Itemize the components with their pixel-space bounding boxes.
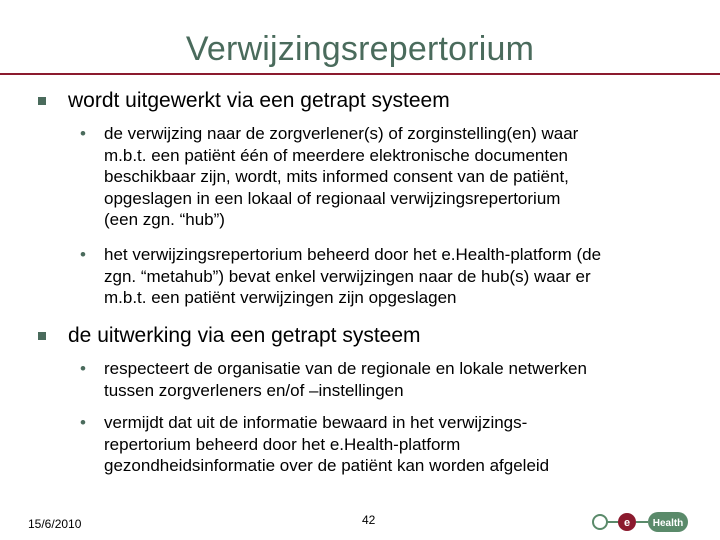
sub-bullet-item: [80, 412, 680, 477]
page-number: 42: [362, 513, 376, 527]
dot-bullet-icon: •: [80, 413, 86, 432]
sub-bullet-line: het verwijzingsrepertorium beheerd door het e.Health-platform (de: [104, 245, 602, 264]
sub-bullet-line: repertorium beheerd door het e.Health-platform: [104, 434, 461, 454]
slide-title: Verwijzingsrepertorium: [185, 30, 535, 68]
dot-bullet-icon: •: [80, 124, 86, 143]
sub-bullet-line: tussen zorgverleners en/of –instellingen: [104, 380, 404, 400]
sub-bullet-line: respecteert de organisatie van de regionale en lokale netwerken: [104, 359, 587, 378]
bullet-text: de uitwerking via een getrapt systeem: [68, 324, 421, 347]
square-bullet-icon: [38, 97, 46, 105]
sub-bullet-item: [80, 358, 680, 401]
sub-bullet-line: vermijdt dat uit de informatie bewaard in het verwijzings-: [104, 413, 528, 432]
dot-bullet-icon: •: [80, 359, 86, 378]
title-divider: [0, 73, 720, 75]
logo-letter: e: [623, 517, 631, 529]
sub-bullet-item: [80, 123, 680, 231]
sub-bullet-line: de verwijzing naar de zorgverlener(s) of zorginstelling(en) waar: [104, 124, 579, 143]
sub-bullet-line: beschikbaar zijn, wordt, mits informed consent van de patiënt,: [104, 167, 569, 186]
sub-bullet-line: opgeslagen in een lokaal of regionaal verwijzingsrepertorium: [104, 188, 561, 208]
square-bullet-icon: [38, 332, 46, 340]
sub-bullet-line: m.b.t. een patiënt verwijzingen zijn opgeslagen: [104, 288, 457, 307]
ehealth-logo: [590, 507, 690, 537]
logo-word: Health: [652, 518, 684, 529]
footer-date: 15/6/2010: [28, 517, 82, 531]
sub-bullet-line: zgn. “metahub”) bevat enkel verwijzingen naar de hub(s) waar er: [104, 266, 591, 286]
sub-bullet-line: (een zgn. “hub”): [104, 210, 225, 229]
sub-bullet-item: [80, 244, 680, 309]
dot-bullet-icon: •: [80, 245, 86, 264]
bullet-text: wordt uitgewerkt via een getrapt systeem: [68, 89, 450, 112]
sub-bullet-line: m.b.t. een patiënt één of meerdere elektronische documenten: [104, 145, 569, 165]
sub-bullet-line: gezondheidsinformatie over de patiënt kan worden afgeleid: [104, 456, 550, 475]
